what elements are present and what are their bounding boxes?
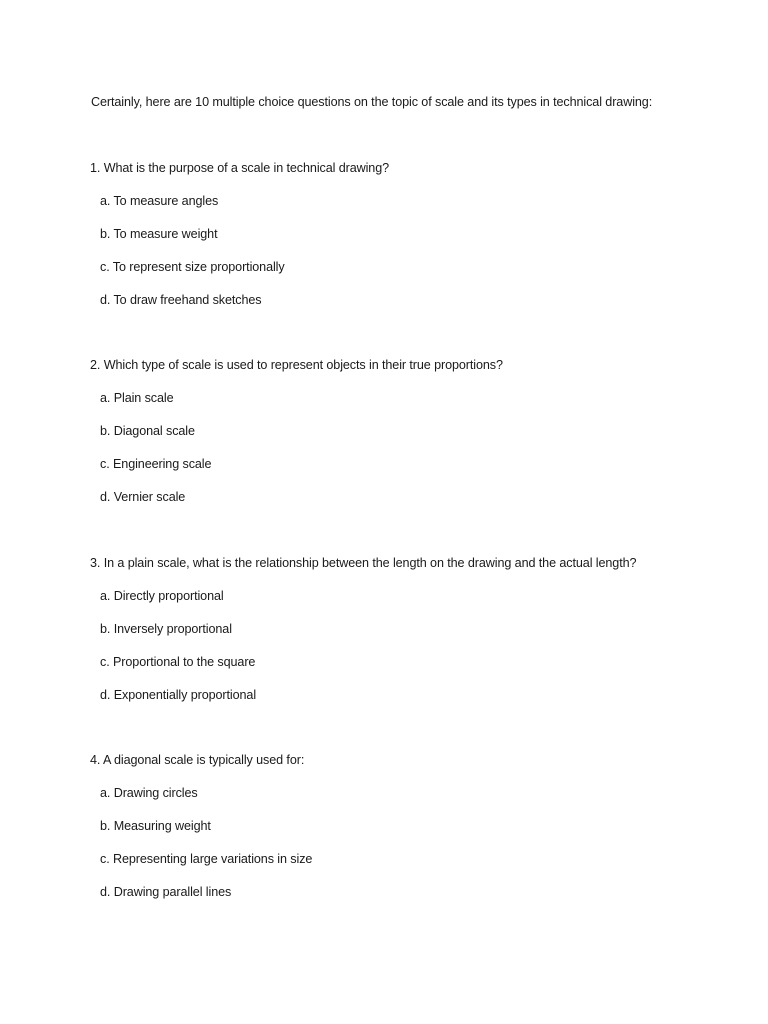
question-2-option-a: a. Plain scale bbox=[100, 391, 174, 405]
question-1-text: 1. What is the purpose of a scale in technical drawing? bbox=[90, 161, 390, 175]
question-4-option-d: d. Drawing parallel lines bbox=[100, 885, 232, 899]
question-2-option-c: c. Engineering scale bbox=[100, 457, 212, 471]
question-1-option-b: b. To measure weight bbox=[100, 227, 218, 241]
question-3-option-b: b. Inversely proportional bbox=[100, 622, 232, 636]
question-3-option-a: a. Directly proportional bbox=[100, 589, 224, 603]
question-1-option-d: d. To draw freehand sketches bbox=[100, 293, 262, 307]
question-3-option-d: d. Exponentially proportional bbox=[100, 688, 257, 702]
question-2-option-b: b. Diagonal scale bbox=[100, 424, 195, 438]
question-3-text: 3. In a plain scale, what is the relationship between the length on the drawing and the actual length? bbox=[90, 556, 637, 570]
question-4-option-a: a. Drawing circles bbox=[100, 786, 198, 800]
question-2-text: 2. Which type of scale is used to represent objects in their true proportions? bbox=[90, 358, 503, 372]
question-2-option-d: d. Vernier scale bbox=[100, 490, 186, 504]
question-1-option-a: a. To measure angles bbox=[100, 194, 219, 208]
question-3-option-c: c. Proportional to the square bbox=[100, 655, 256, 669]
question-4-option-b: b. Measuring weight bbox=[100, 819, 211, 833]
question-4-option-c: c. Representing large variations in size bbox=[100, 852, 313, 866]
question-4-text: 4. A diagonal scale is typically used for: bbox=[90, 753, 305, 767]
intro-text: Certainly, here are 10 multiple choice questions on the topic of scale and its types in technical drawing: bbox=[91, 95, 653, 109]
question-1-option-c: c. To represent size proportionally bbox=[100, 260, 285, 274]
